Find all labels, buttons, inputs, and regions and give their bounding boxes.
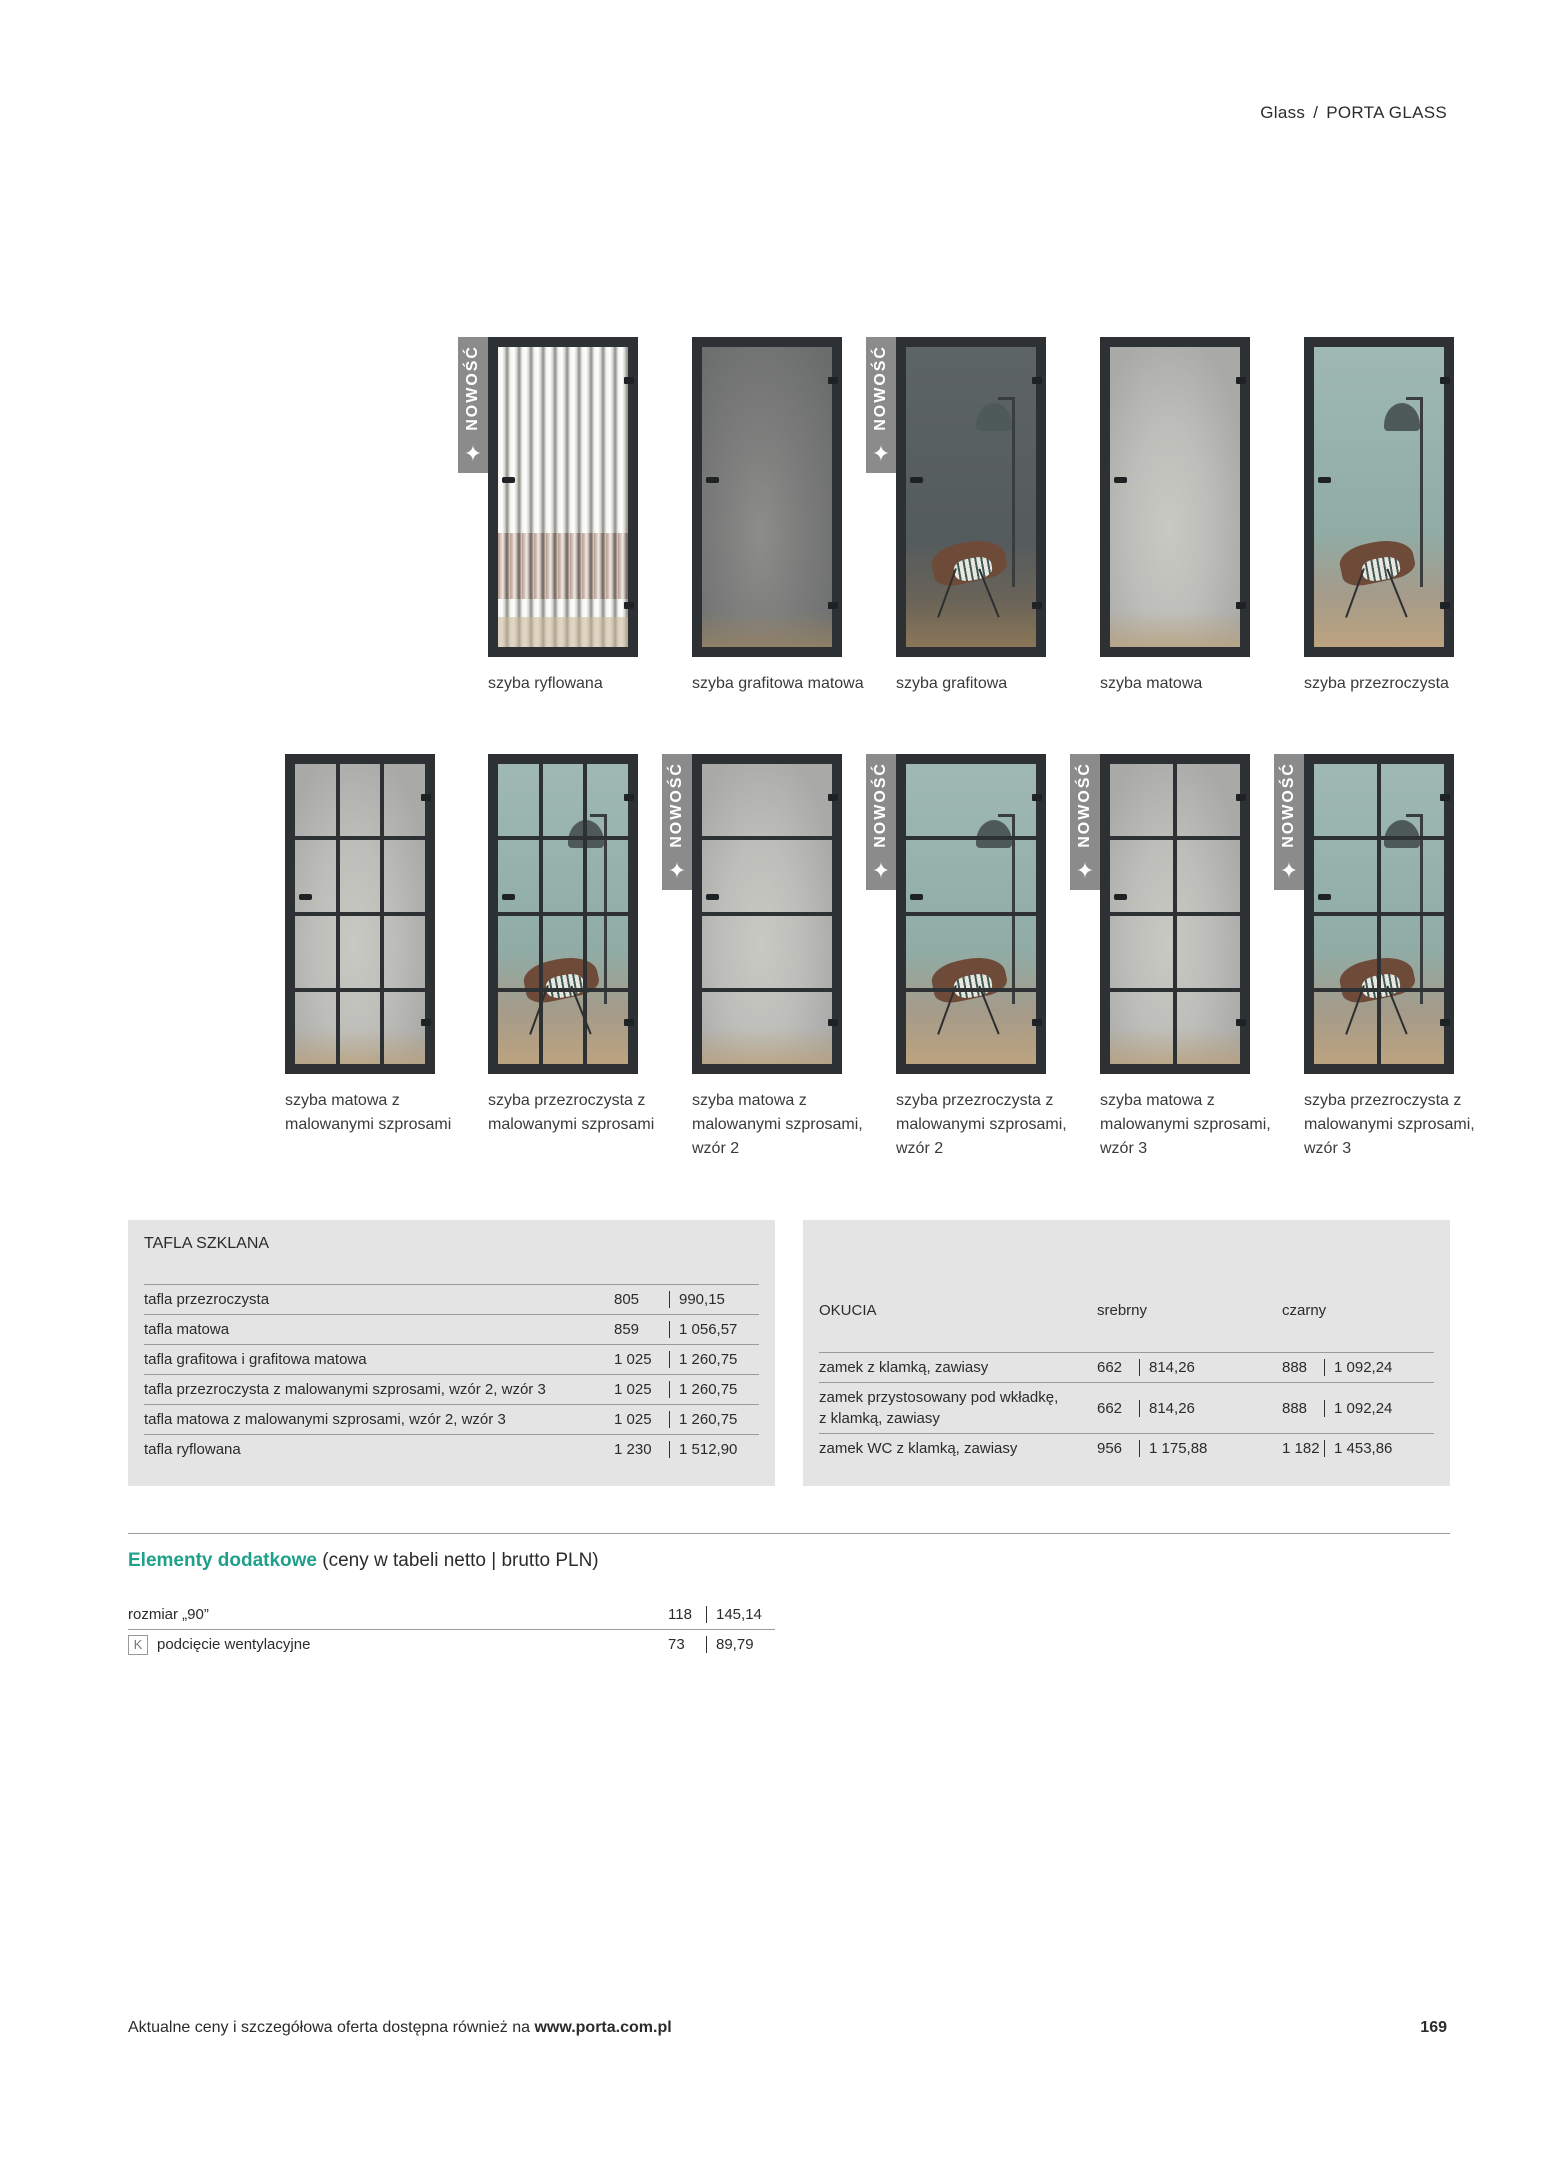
glass-pane — [1314, 347, 1444, 647]
new-badge-label: NOWOŚĆ — [1280, 762, 1297, 848]
price-silver-gross-value: 814,26 — [1139, 1400, 1195, 1417]
breadcrumb-item[interactable]: Glass — [1260, 103, 1306, 122]
price-gross-value: 1 512,90 — [669, 1441, 737, 1458]
price-silver-gross — [1139, 1434, 1282, 1464]
fittings-price-panel — [803, 1220, 1450, 1486]
price-gross-value: 89,79 — [706, 1636, 754, 1653]
price-net: 73 — [668, 1630, 706, 1660]
door-image[interactable] — [285, 754, 435, 1074]
new-badge — [1274, 754, 1304, 890]
fittings-title: OKUCIA — [819, 1302, 877, 1319]
breadcrumb — [1260, 103, 1447, 123]
hinge — [624, 377, 634, 384]
door-handle — [502, 477, 515, 483]
door-image[interactable] — [896, 754, 1046, 1074]
glass-price-panel — [128, 1220, 775, 1486]
extras-heading-note: (ceny w tabeli netto | brutto PLN) — [317, 1550, 599, 1571]
row-label — [128, 1600, 668, 1630]
door-caption: szyba matowa z malowanymi szprosami — [285, 1092, 452, 1133]
hinge — [421, 794, 431, 801]
price-gross-value: 1 056,57 — [669, 1321, 737, 1338]
price-silver-gross-value: 1 175,88 — [1139, 1440, 1207, 1457]
door-image[interactable] — [1304, 337, 1454, 657]
door-image[interactable] — [692, 754, 842, 1074]
muntin — [906, 912, 1036, 916]
door-caption: szyba przezroczysta z malowanymi szprosami — [488, 1092, 655, 1133]
hinge — [828, 1019, 838, 1026]
row-label: zamek przystosowany pod wkładkę, z klamką, zawiasy — [819, 1383, 1097, 1434]
hinge — [1236, 602, 1246, 609]
price-silver-net: 956 — [1097, 1434, 1139, 1464]
muntin — [906, 836, 1036, 840]
door-caption: szyba grafitowa matowa — [692, 675, 864, 692]
hinge — [1236, 1019, 1246, 1026]
price-gross — [706, 1600, 775, 1630]
muntin — [1110, 988, 1240, 992]
table-row — [819, 1434, 1434, 1464]
hinge — [624, 602, 634, 609]
butterfly-chair — [924, 951, 1014, 1036]
new-badge-label: NOWOŚĆ — [464, 345, 481, 431]
table-row — [144, 1375, 759, 1405]
table-row — [819, 1383, 1434, 1434]
door-image[interactable] — [692, 337, 842, 657]
door-image[interactable] — [1100, 337, 1250, 657]
muntin — [1314, 912, 1444, 916]
row-label: zamek z klamką, zawiasy — [819, 1353, 1097, 1383]
price-net: 859 — [614, 1315, 669, 1345]
row-label: tafla matowa — [144, 1315, 614, 1345]
hinge — [828, 602, 838, 609]
hinge — [624, 794, 634, 801]
price-gross — [669, 1435, 759, 1465]
price-black-gross — [1324, 1353, 1434, 1383]
door-handle — [502, 894, 515, 900]
new-badge-label: NOWOŚĆ — [872, 762, 889, 848]
price-gross-value: 990,15 — [669, 1291, 725, 1308]
table-row — [819, 1353, 1434, 1383]
price-net: 118 — [668, 1606, 692, 1623]
price-black-net: 1 182 — [1282, 1434, 1324, 1464]
new-badge-label: NOWOŚĆ — [1076, 762, 1093, 848]
price-net: 1 025 — [614, 1345, 669, 1375]
door-handle — [1318, 894, 1331, 900]
price-black-gross — [1324, 1434, 1434, 1464]
hinge — [1440, 1019, 1450, 1026]
glass-pane — [1110, 347, 1240, 647]
hinge — [1440, 377, 1450, 384]
new-badge-label: NOWOŚĆ — [872, 345, 889, 431]
footer-link[interactable]: www.porta.com.pl — [534, 2019, 672, 2036]
k-marker-icon: K — [128, 1635, 148, 1655]
price-net: 805 — [614, 1285, 669, 1315]
price-black-gross — [1324, 1383, 1434, 1434]
price-gross-value: 1 260,75 — [669, 1411, 737, 1428]
table-row — [144, 1345, 759, 1375]
price-gross — [669, 1345, 759, 1375]
muntin — [906, 988, 1036, 992]
breadcrumb-item[interactable]: PORTA GLASS — [1326, 103, 1447, 122]
row-label: tafla grafitowa i grafitowa matowa — [144, 1345, 614, 1375]
hinge — [1236, 377, 1246, 384]
price-black-net: 888 — [1282, 1353, 1324, 1383]
door-handle — [1114, 894, 1127, 900]
section-divider — [128, 1533, 1450, 1534]
row-label: tafla ryflowana — [144, 1435, 614, 1465]
hinge — [421, 1019, 431, 1026]
column-black-header: czarny — [1282, 1302, 1327, 1319]
hinge — [1032, 794, 1042, 801]
row-label — [128, 1630, 668, 1660]
price-gross — [706, 1630, 775, 1660]
table-row — [144, 1435, 759, 1465]
table-row — [144, 1405, 759, 1435]
extra-name: rozmiar „90” — [128, 1606, 209, 1623]
muntin — [498, 912, 628, 916]
butterfly-chair — [1332, 534, 1422, 619]
hinge — [1032, 1019, 1042, 1026]
hinge — [1236, 794, 1246, 801]
price-net: 1 230 — [614, 1435, 669, 1465]
sparkle-icon: ✦ — [463, 441, 483, 466]
muntin — [295, 988, 425, 992]
price-gross-value: 145,14 — [706, 1606, 762, 1623]
muntin — [1110, 836, 1240, 840]
row-label: tafla matowa z malowanymi szprosami, wzór 2, wzór 3 — [144, 1405, 614, 1435]
muntin — [498, 988, 628, 992]
muntin — [498, 836, 628, 840]
door-caption: szyba przezroczysta z malowanymi szprosami, wzór 3 — [1304, 1092, 1475, 1157]
muntin — [1110, 912, 1240, 916]
door-handle — [1318, 477, 1331, 483]
door-caption: szyba matowa — [1100, 675, 1203, 692]
table-row — [128, 1600, 775, 1630]
door-handle — [706, 477, 719, 483]
glass-pane — [702, 347, 832, 647]
glass-price-table — [144, 1284, 759, 1464]
new-badge-label: NOWOŚĆ — [668, 762, 685, 848]
extras-price-table — [128, 1600, 775, 1659]
row-label: zamek WC z klamką, zawiasy — [819, 1434, 1097, 1464]
new-badge — [662, 754, 692, 890]
door-handle — [1114, 477, 1127, 483]
table-row — [128, 1630, 775, 1660]
footer-note — [128, 2019, 672, 2037]
sparkle-icon: ✦ — [871, 858, 891, 883]
door-handle — [299, 894, 312, 900]
page-number: 169 — [1420, 2019, 1447, 2036]
footer-text: Aktualne ceny i szczegółowa oferta dostępna również na — [128, 2019, 535, 2036]
glass-table-title: TAFLA SZKLANA — [144, 1235, 270, 1252]
price-silver-net: 662 — [1097, 1353, 1139, 1383]
extras-heading — [128, 1550, 599, 1572]
door-caption: szyba matowa z malowanymi szprosami, wzór 3 — [1100, 1092, 1271, 1157]
muntin — [702, 988, 832, 992]
door-handle — [910, 894, 923, 900]
muntin — [702, 836, 832, 840]
door-image[interactable] — [896, 337, 1046, 657]
muntin — [295, 836, 425, 840]
price-black-gross-value: 1 453,86 — [1324, 1440, 1392, 1457]
sparkle-icon: ✦ — [871, 441, 891, 466]
door-caption: szyba grafitowa — [896, 675, 1008, 692]
price-black-gross-value: 1 092,24 — [1324, 1400, 1392, 1417]
price-gross — [669, 1315, 759, 1345]
price-black-gross-value: 1 092,24 — [1324, 1359, 1392, 1376]
hinge — [1440, 794, 1450, 801]
muntin — [1314, 836, 1444, 840]
price-net: 1 025 — [614, 1405, 669, 1435]
sparkle-icon: ✦ — [1279, 858, 1299, 883]
row-label: tafla przezroczysta — [144, 1285, 614, 1315]
new-badge — [1070, 754, 1100, 890]
price-gross — [669, 1285, 759, 1315]
glass-pane — [498, 347, 628, 647]
sparkle-icon: ✦ — [667, 858, 687, 883]
hinge — [1440, 602, 1450, 609]
price-silver-gross — [1139, 1383, 1282, 1434]
price-black-net: 888 — [1282, 1383, 1324, 1434]
butterfly-chair — [924, 534, 1014, 619]
fittings-price-table — [819, 1302, 1434, 1463]
door-caption: szyba matowa z malowanymi szprosami, wzór 2 — [692, 1092, 863, 1157]
price-gross-value: 1 260,75 — [669, 1351, 737, 1368]
door-handle — [706, 894, 719, 900]
sparkle-icon: ✦ — [1075, 858, 1095, 883]
table-row — [144, 1285, 759, 1315]
new-badge — [866, 337, 896, 473]
door-image[interactable] — [488, 754, 638, 1074]
door-image[interactable] — [1100, 754, 1250, 1074]
hinge — [1032, 602, 1042, 609]
price-gross — [669, 1375, 759, 1405]
muntin — [702, 912, 832, 916]
table-row — [144, 1315, 759, 1345]
price-gross-value: 1 260,75 — [669, 1381, 737, 1398]
price-silver-gross-value: 814,26 — [1139, 1359, 1195, 1376]
glass-pane — [906, 347, 1036, 647]
muntin — [1314, 988, 1444, 992]
price-silver-gross — [1139, 1353, 1282, 1383]
price-net: 1 025 — [614, 1375, 669, 1405]
hinge — [1032, 377, 1042, 384]
extras-heading-accent: Elementy dodatkowe — [128, 1550, 317, 1571]
price-gross — [669, 1405, 759, 1435]
door-caption: szyba przezroczysta — [1304, 675, 1449, 692]
door-caption: szyba przezroczysta z malowanymi szprosami, wzór 2 — [896, 1092, 1067, 1157]
door-caption: szyba ryflowana — [488, 675, 603, 692]
butterfly-chair — [516, 951, 606, 1036]
price-silver-net: 662 — [1097, 1383, 1139, 1434]
column-silver-header: srebrny — [1097, 1302, 1148, 1319]
row-label: tafla przezroczysta z malowanymi szprosami, wzór 2, wzór 3 — [144, 1375, 614, 1405]
new-badge — [866, 754, 896, 890]
door-image[interactable] — [1304, 754, 1454, 1074]
door-handle — [910, 477, 923, 483]
breadcrumb-separator: / — [1313, 103, 1319, 122]
hinge — [828, 377, 838, 384]
door-image[interactable] — [488, 337, 638, 657]
muntin — [295, 912, 425, 916]
hinge — [828, 794, 838, 801]
new-badge — [458, 337, 488, 473]
extra-name: podcięcie wentylacyjne — [157, 1635, 311, 1653]
hinge — [624, 1019, 634, 1026]
